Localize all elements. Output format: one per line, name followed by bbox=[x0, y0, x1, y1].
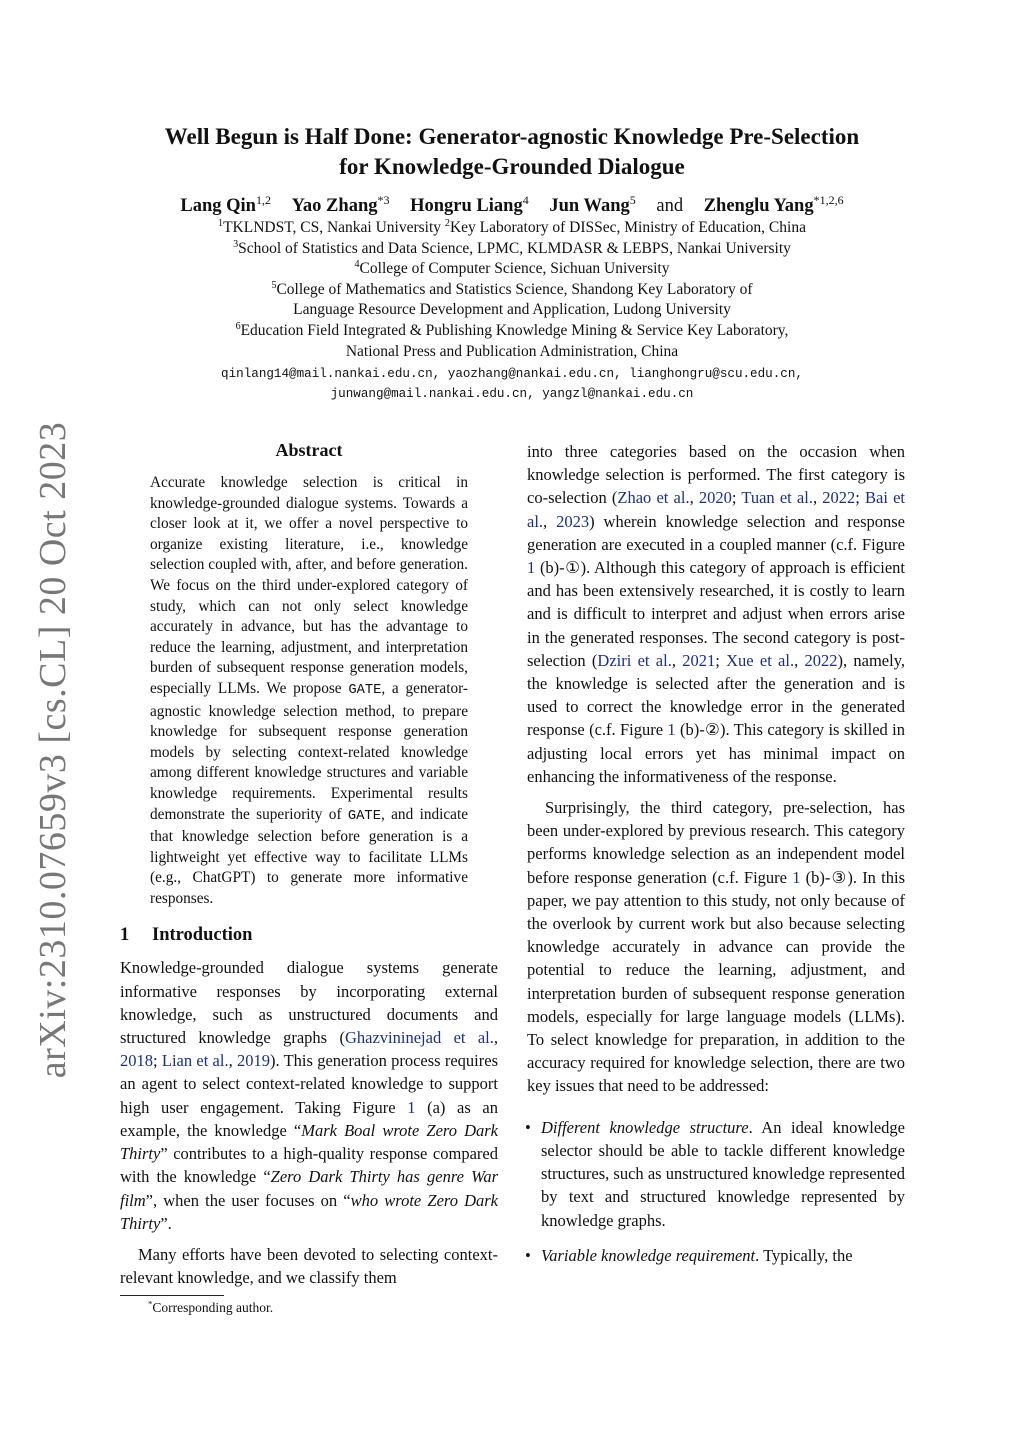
citation-link[interactable]: 2022 bbox=[804, 650, 838, 670]
paper-title bbox=[120, 122, 904, 182]
citation-link[interactable]: Lian et al. bbox=[161, 1051, 229, 1071]
figure-link[interactable]: 1 bbox=[792, 867, 801, 887]
author-name: Lang Qin bbox=[180, 196, 256, 216]
affiliation-line: $^5$College of Mathematics and Statistics Science, Shandong Key Laboratory of bbox=[271, 279, 753, 298]
bullet-icon: • bbox=[525, 1245, 531, 1265]
section-heading-introduction: 1 Introduction bbox=[120, 925, 253, 946]
citation-link[interactable]: 2022 bbox=[822, 488, 856, 508]
citation-link[interactable]: 2019 bbox=[237, 1051, 270, 1071]
author-name: Zhenglu Yang bbox=[703, 196, 814, 216]
citation-link[interactable]: Tuan et al. bbox=[741, 488, 813, 508]
affiliation-line: Language Resource Development and Application, Ludong University bbox=[293, 301, 731, 319]
paper-header bbox=[120, 122, 904, 404]
affiliation-line: $^6$Education Field Integrated & Publishing Knowledge Mining & Service Key Laboratory, bbox=[235, 320, 789, 339]
body-paragraph-1: into three categories based on the occasion when knowledge selection is performed. The first category is co-selection (Zhao et al., 2020; Tuan et al., 2022; Bai et al., 2023) wherein knowledge selection and response generation are executed in a coupled manner (c.f. Figure 1 (b)-①). Although this category of approach is efficient and has been extensively researched, it is costly to learn and is difficult to interpret and adjust when errors arise in the generated responses. The second category is post-selection (Dziri et al., 2021; Xue et al., 2022), namely, the knowledge is selected after the generation and is used to correct the knowledge error in the generated response (c.f. Figure 1 (b)-②). This category is skilled in adjusting local errors yet has minimal impact on enhancing the informativeness of the response. bbox=[527, 442, 906, 786]
author-sup: 5 bbox=[629, 192, 636, 207]
abstract-heading: Abstract bbox=[275, 440, 343, 460]
affiliation-line: National Press and Publication Administration, China bbox=[345, 342, 679, 360]
email-line[interactable]: qinlang14@mail.nankai.edu.cn, yaozhang@nankai.edu.cn, lianghongru@scu.edu.cn, bbox=[221, 367, 803, 382]
intro-paragraph-1: Knowledge-grounded dialogue systems generate informative responses by incorporating external knowledge, such as unstructured documents and structured knowledge graphs (Ghazvininejad et al., 2018; Lian et al., 2019). This generation process requires an agent to select context-related knowledge to support high user engagement. Taking Figure 1 (a) as an example, the knowledge “Mark Boal wrote Zero Dark Thirty” contributes to a high-quality response compared with the knowledge “Zero Dark Thirty has genre War film”, when the user focuses on “who wrote Zero Dark Thirty”. bbox=[120, 958, 499, 1233]
citation-link[interactable]: Zhao et al. bbox=[617, 488, 690, 508]
affiliation-line: $^3$School of Statistics and Data Science, LPMC, KLMDASR & LEBPS, Nankai University bbox=[233, 238, 791, 257]
right-column bbox=[527, 440, 905, 1279]
footnote: *Corresponding author. bbox=[148, 1298, 274, 1316]
key-issues-list bbox=[527, 1116, 905, 1267]
citation-link[interactable]: 2021 bbox=[682, 650, 716, 670]
citation-link[interactable]: 2018 bbox=[120, 1051, 153, 1071]
footnote-rule bbox=[120, 1295, 224, 1296]
affiliation-line: $^4$College of Computer Science, Sichuan University bbox=[354, 259, 670, 278]
citation-link[interactable]: 2020 bbox=[698, 488, 732, 508]
email-line[interactable]: junwang@mail.nankai.edu.cn, yangzl@nankai.edu.cn bbox=[330, 387, 694, 402]
author-sup: 4 bbox=[522, 192, 529, 207]
figure-link[interactable]: 1 bbox=[407, 1097, 416, 1117]
left-column bbox=[120, 440, 498, 1316]
title-line-2: for Knowledge-Grounded Dialogue bbox=[339, 154, 685, 179]
figure-link[interactable]: 1 bbox=[527, 558, 536, 578]
citation-link[interactable]: Xue et al. bbox=[726, 650, 795, 670]
intro-paragraph-2: Many efforts have been devoted to selecting context-relevant knowledge, and we classify them bbox=[120, 1244, 498, 1288]
author-name: Jun Wang bbox=[549, 196, 630, 216]
affiliation-line: $^1$TKLNDST, CS, Nankai University $^2$Key Laboratory of DISSec, Ministry of Education, China bbox=[218, 217, 806, 236]
arxiv-identifier: arXiv:2310.07659v3 [cs.CL] 20 Oct 2023 bbox=[32, 421, 74, 1079]
author-name: Yao Zhang bbox=[291, 196, 378, 216]
bullet-icon: • bbox=[525, 1117, 531, 1137]
author-sup: *1,2,6 bbox=[813, 192, 844, 207]
author-sup: 1,2 bbox=[255, 192, 271, 207]
author-list bbox=[120, 194, 904, 218]
citation-link[interactable]: Dziri et al. bbox=[597, 650, 672, 670]
affiliations bbox=[120, 218, 904, 362]
title-line-1: Well Begun is Half Done: Generator-agnostic Knowledge Pre-Selection bbox=[164, 124, 860, 149]
figure-link[interactable]: 1 bbox=[667, 720, 676, 740]
abstract-text: Accurate knowledge selection is critical in knowledge-grounded dialogue systems. Towards a closer look at it, we offer a novel perspective to organize existing literature, i.e., knowledge selection coupled with, after, and before generation. We focus on the third under-explored category of study, which can not only select knowledge accurately in advance, but has the advantage to reduce the learning, adjustment, and interpretation burden of subsequent response generation models, especially LLMs. We propose GATE, a generator-agnostic knowledge selection method, to prepare knowledge for subsequent response generation models by selecting context-related knowledge among different knowledge structures and variable knowledge requirements. Experimental results demonstrate the superiority of GATE, and indicate that knowledge selection before generation is a lightweight yet effective way to facilitate LLMs (e.g., ChatGPT) to generate more informative responses. bbox=[150, 474, 468, 907]
citation-link[interactable]: 2023 bbox=[556, 511, 590, 531]
gate-term: GATE bbox=[348, 682, 382, 698]
author-emails[interactable] bbox=[120, 364, 904, 404]
authors-and: and bbox=[656, 196, 684, 216]
list-item: • Variable knowledge requirement. Typically, the bbox=[527, 1244, 905, 1267]
author-name: Hongru Liang bbox=[410, 196, 523, 216]
citation-link[interactable]: Bai et al. bbox=[527, 488, 906, 531]
body-paragraph-2: Surprisingly, the third category, pre-selection, has been under-explored by previous research. This category performs knowledge selection as an independent model before response generation (c.f. Figure 1 (b)-③). In this paper, we pay attention to this study, not only because of the overlook by current work but also because selecting knowledge accurately in advance can provide the potential to reduce the learning, adjustment, and interpretation burden of subsequent response generation models, especially for large language models (LLMs). To select knowledge for preparation, in addition to the accuracy required for knowledge selection, there are two key issues that need to be addressed: bbox=[527, 798, 905, 1096]
citation-link[interactable]: Ghazvininejad et al. bbox=[344, 1028, 494, 1048]
gate-term: GATE bbox=[347, 808, 381, 824]
author-sup: *3 bbox=[377, 192, 390, 207]
list-item: • Different knowledge structure. An ideal knowledge selector should be able to tackle different knowledge structures, such as unstructured knowledge represented by text and structured knowledge represented by knowledge graphs. bbox=[525, 1117, 905, 1230]
